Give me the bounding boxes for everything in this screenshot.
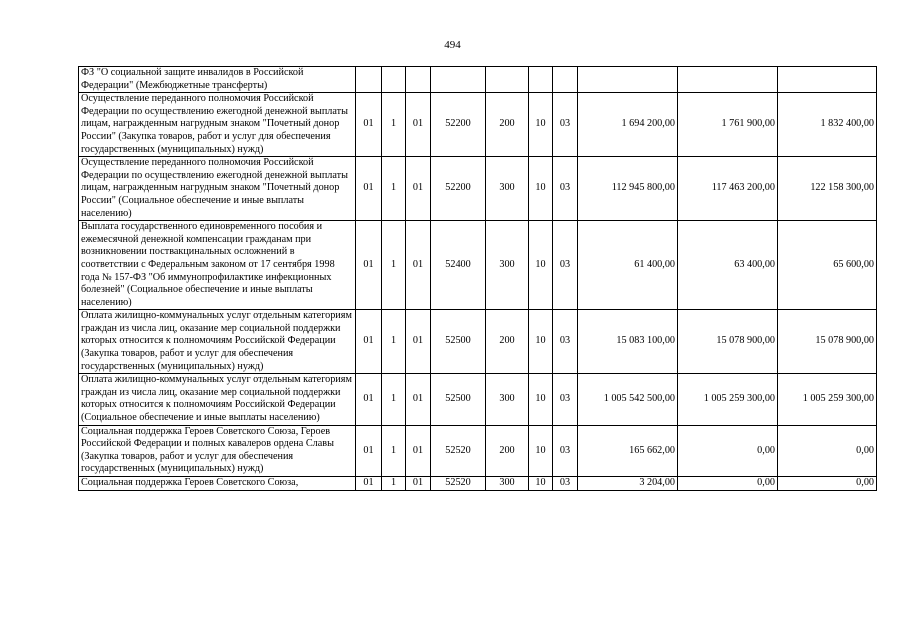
direction-code: 52500 xyxy=(431,310,486,374)
amount-year-2: 1 761 900,00 xyxy=(678,93,778,157)
section-code: 10 xyxy=(529,310,553,374)
table-row xyxy=(79,157,877,221)
subsection-code: 03 xyxy=(553,477,578,491)
direction-code xyxy=(431,67,486,93)
section-code xyxy=(529,67,553,93)
amount-year-1: 165 662,00 xyxy=(578,425,678,476)
main-activity-code: 01 xyxy=(406,157,431,221)
program-code: 01 xyxy=(356,93,382,157)
direction-code: 52400 xyxy=(431,221,486,310)
row-description: Оплата жилищно-коммунальных услуг отдельным категориям граждан из числа лиц, оказание мер социальной поддержки которых относится к полномочиям Российской Федерации (Закупка товаров, работ и услуг для обеспечения государственных (муниципальных) нужд) xyxy=(79,310,356,374)
direction-code: 52200 xyxy=(431,157,486,221)
expense-type-code: 200 xyxy=(486,310,529,374)
amount-year-3: 0,00 xyxy=(778,425,877,476)
program-code: 01 xyxy=(356,374,382,425)
amount-year-1 xyxy=(578,67,678,93)
program-code: 01 xyxy=(356,477,382,491)
amount-year-1: 112 945 800,00 xyxy=(578,157,678,221)
main-activity-code: 01 xyxy=(406,221,431,310)
amount-year-2: 63 400,00 xyxy=(678,221,778,310)
amount-year-1: 3 204,00 xyxy=(578,477,678,491)
section-code: 10 xyxy=(529,157,553,221)
amount-year-1: 1 694 200,00 xyxy=(578,93,678,157)
table-row xyxy=(79,67,877,93)
amount-year-3: 1 005 259 300,00 xyxy=(778,374,877,425)
amount-year-3: 0,00 xyxy=(778,477,877,491)
amount-year-2: 0,00 xyxy=(678,477,778,491)
expense-type-code: 200 xyxy=(486,93,529,157)
program-code: 01 xyxy=(356,221,382,310)
subsection-code: 03 xyxy=(553,93,578,157)
subprogram-code: 1 xyxy=(382,93,406,157)
row-description: ФЗ "О социальной защите инвалидов в Российской Федерации" (Межбюджетные трансферты) xyxy=(79,67,356,93)
expense-type-code xyxy=(486,67,529,93)
subsection-code: 03 xyxy=(553,157,578,221)
direction-code: 52200 xyxy=(431,93,486,157)
subprogram-code: 1 xyxy=(382,374,406,425)
amount-year-2: 117 463 200,00 xyxy=(678,157,778,221)
amount-year-2: 0,00 xyxy=(678,425,778,476)
main-activity-code: 01 xyxy=(406,93,431,157)
table-row xyxy=(79,477,877,491)
subsection-code: 03 xyxy=(553,425,578,476)
amount-year-3: 65 600,00 xyxy=(778,221,877,310)
amount-year-1: 15 083 100,00 xyxy=(578,310,678,374)
subsection-code xyxy=(553,67,578,93)
table-row xyxy=(79,425,877,476)
subprogram-code: 1 xyxy=(382,477,406,491)
table-row xyxy=(79,221,877,310)
row-description: Выплата государственного единовременного пособия и ежемесячной денежной компенсации гражданам при возникновении поствакцинальных осложнений в соответствии с Федеральным законом от 17 сентября 1998 года № 157-ФЗ "Об иммунопрофилактике инфекционных болезней" (Социальное обеспечение и иные выплаты населению) xyxy=(79,221,356,310)
amount-year-1: 1 005 542 500,00 xyxy=(578,374,678,425)
row-description: Социальная поддержка Героев Советского Союза, Героев Российской Федерации и полных кавалеров ордена Славы (Закупка товаров, работ и услуг для обеспечения государственных (муниципальных) нужд) xyxy=(79,425,356,476)
main-activity-code: 01 xyxy=(406,477,431,491)
section-code: 10 xyxy=(529,93,553,157)
program-code: 01 xyxy=(356,157,382,221)
section-code: 10 xyxy=(529,477,553,491)
subprogram-code: 1 xyxy=(382,157,406,221)
program-code: 01 xyxy=(356,425,382,476)
row-description: Социальная поддержка Героев Советского Союза, xyxy=(79,477,356,491)
expense-type-code: 200 xyxy=(486,425,529,476)
program-code xyxy=(356,67,382,93)
table-row xyxy=(79,310,877,374)
program-code: 01 xyxy=(356,310,382,374)
expense-type-code: 300 xyxy=(486,477,529,491)
expense-type-code: 300 xyxy=(486,221,529,310)
amount-year-2: 1 005 259 300,00 xyxy=(678,374,778,425)
subsection-code: 03 xyxy=(553,221,578,310)
main-activity-code: 01 xyxy=(406,374,431,425)
expense-type-code: 300 xyxy=(486,157,529,221)
row-description: Оплата жилищно-коммунальных услуг отдельным категориям граждан из числа лиц, оказание мер социальной поддержки которых относится к полномочиям Российской Федерации (Социальное обеспечение и иные выплаты населению) xyxy=(79,374,356,425)
amount-year-3: 15 078 900,00 xyxy=(778,310,877,374)
section-code: 10 xyxy=(529,374,553,425)
section-code: 10 xyxy=(529,221,553,310)
main-activity-code xyxy=(406,67,431,93)
direction-code: 52520 xyxy=(431,425,486,476)
amount-year-1: 61 400,00 xyxy=(578,221,678,310)
subprogram-code xyxy=(382,67,406,93)
amount-year-3 xyxy=(778,67,877,93)
subsection-code: 03 xyxy=(553,310,578,374)
subprogram-code: 1 xyxy=(382,310,406,374)
main-activity-code: 01 xyxy=(406,310,431,374)
amount-year-3: 122 158 300,00 xyxy=(778,157,877,221)
amount-year-2 xyxy=(678,67,778,93)
amount-year-3: 1 832 400,00 xyxy=(778,93,877,157)
table-row xyxy=(79,93,877,157)
row-description: Осуществление переданного полномочия Российской Федерации по осуществлению ежегодной денежной выплаты лицам, награжденным нагрудным знаком "Почетный донор России" (Закупка товаров, работ и услуг для обеспечения государственных (муниципальных) нужд) xyxy=(79,93,356,157)
section-code: 10 xyxy=(529,425,553,476)
page-number: 494 xyxy=(444,39,461,51)
direction-code: 52520 xyxy=(431,477,486,491)
row-description: Осуществление переданного полномочия Российской Федерации по осуществлению ежегодной денежной выплаты лицам, награжденным нагрудным знаком "Почетный донор России" (Социальное обеспечение и иные выплаты населению) xyxy=(79,157,356,221)
amount-year-2: 15 078 900,00 xyxy=(678,310,778,374)
budget-table xyxy=(78,66,877,491)
subsection-code: 03 xyxy=(553,374,578,425)
subprogram-code: 1 xyxy=(382,221,406,310)
subprogram-code: 1 xyxy=(382,425,406,476)
expense-type-code: 300 xyxy=(486,374,529,425)
main-activity-code: 01 xyxy=(406,425,431,476)
table-row xyxy=(79,374,877,425)
direction-code: 52500 xyxy=(431,374,486,425)
